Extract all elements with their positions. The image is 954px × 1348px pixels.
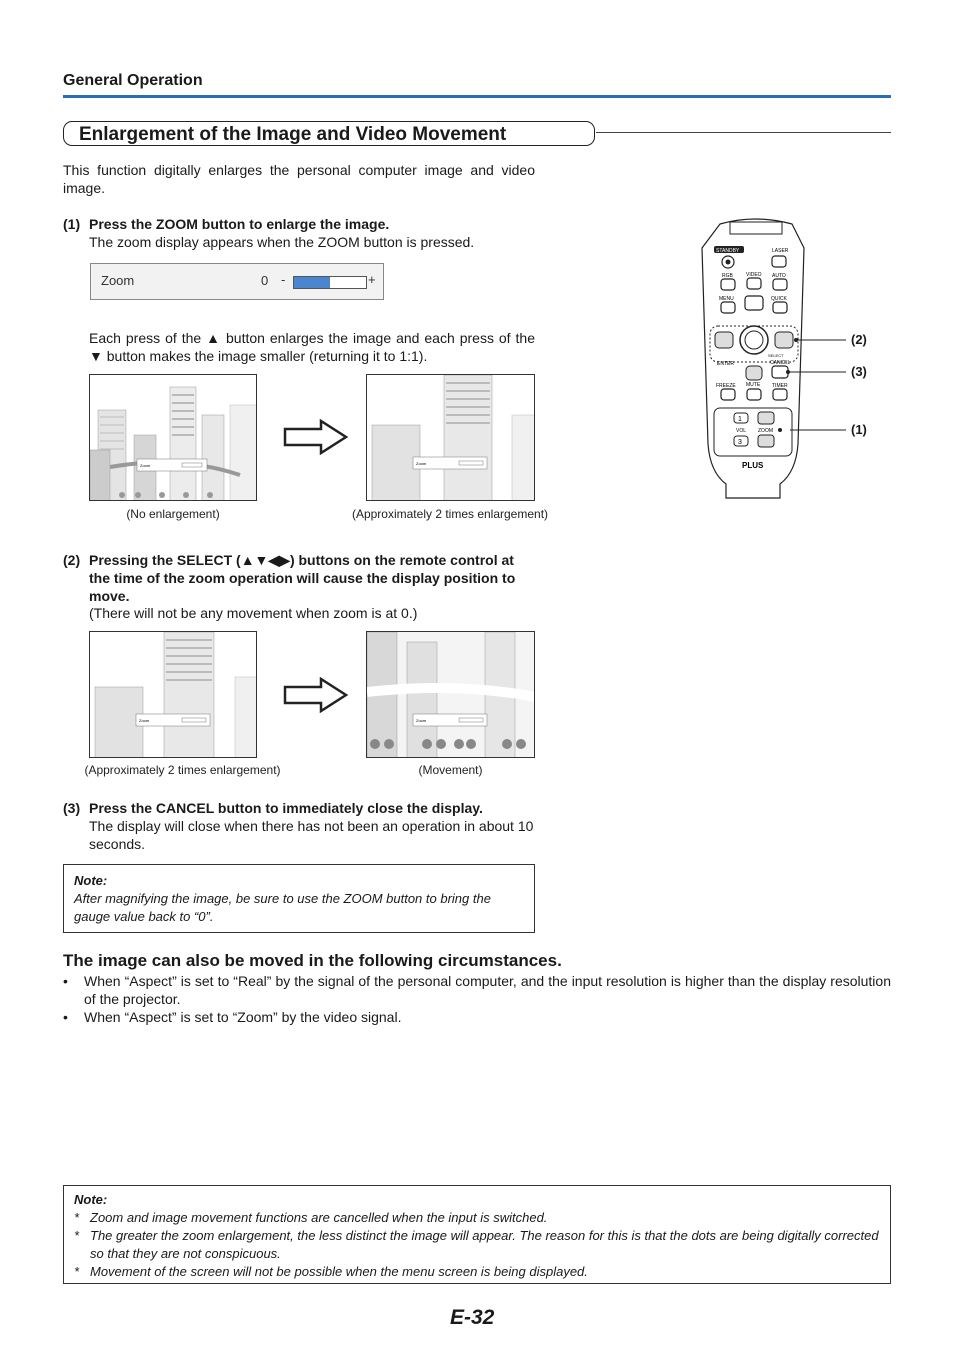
- arrow-right-icon: [283, 419, 349, 458]
- image-2x-enlargement: [366, 374, 535, 501]
- step2-text: (There will not be any movement when zoom is at 0.): [89, 605, 418, 621]
- note-item: Zoom and image movement functions are cancelled when the input is switched.: [90, 1210, 548, 1225]
- svg-text:1: 1: [738, 416, 742, 423]
- note-box: [63, 864, 535, 933]
- svg-text:RGB: RGB: [722, 273, 733, 279]
- bullet-list: [63, 972, 891, 1026]
- intro-text: This function digitally enlarges the personal computer image and video image.: [63, 162, 535, 196]
- step1-heading: Press the ZOOM button to enlarge the image.: [89, 216, 390, 232]
- svg-text:Zoom: Zoom: [139, 718, 150, 723]
- svg-text:ZOOM: ZOOM: [758, 428, 773, 434]
- svg-text:MENU: MENU: [719, 296, 734, 302]
- step2-number: (2): [63, 552, 81, 568]
- bullet-dot: •: [63, 973, 68, 989]
- zoom-minus: -: [281, 272, 286, 287]
- svg-text:MUTE: MUTE: [746, 382, 761, 388]
- svg-text:TIMER: TIMER: [772, 383, 788, 389]
- asterisk-marker: *: [74, 1210, 80, 1225]
- caption-2x-enlargement: (Approximately 2 times enlargement): [351, 507, 549, 521]
- step2-heading: Pressing the SELECT (▲▼◀▶) buttons on the remote control at the time of the zoom operation will cause the display position to move.: [89, 552, 516, 604]
- step3-heading: Press the CANCEL button to immediately close the display.: [89, 800, 483, 816]
- list-item: [63, 1008, 891, 1026]
- list-item: [74, 1263, 880, 1281]
- zoom-display: [90, 263, 384, 300]
- zoom-label: Zoom: [101, 273, 135, 288]
- section-heading: General Operation: [63, 72, 203, 89]
- note-title: Note:: [74, 1192, 108, 1207]
- step1-description: Each press of the ▲ button enlarges the image and each press of the ▼ button makes the image smaller (returning it to 1:1).: [89, 330, 535, 364]
- note-item: The greater the zoom enlargement, the less distinct the image will appear. The reason for this is that the dots are being digitally corrected so that they are not conspicuous.: [90, 1228, 879, 1261]
- note-item: Movement of the screen will not be possible when the menu screen is being displayed.: [90, 1264, 588, 1279]
- list-item: [63, 972, 891, 1008]
- svg-text:3: 3: [738, 439, 742, 446]
- step3-text: The display will close when there has not been an operation in about 10 seconds.: [89, 818, 534, 852]
- caption-2x-before-move: (Approximately 2 times enlargement): [84, 763, 281, 777]
- note-text: After magnifying the image, be sure to use the ZOOM button to bring the gauge value back to “0”.: [74, 891, 491, 924]
- svg-text:Zoom: Zoom: [140, 463, 151, 468]
- zoom-plus: +: [368, 272, 376, 287]
- caption-movement: (Movement): [418, 763, 483, 777]
- header-rule: [63, 95, 891, 98]
- page-title: Enlargement of the Image and Video Movement: [63, 121, 595, 146]
- callout-2: (2): [851, 332, 867, 347]
- caption-no-enlargement: (No enlargement): [126, 507, 220, 521]
- sub-heading: The image can also be moved in the following circumstances.: [63, 951, 562, 970]
- page-number: E-32: [450, 1306, 495, 1329]
- callout-lines: [790, 330, 850, 440]
- list-item: [74, 1227, 880, 1263]
- svg-text:VOL: VOL: [736, 428, 747, 434]
- svg-text:SELECT: SELECT: [768, 353, 784, 358]
- svg-text:CANCEL: CANCEL: [770, 360, 791, 366]
- svg-text:ENTER: ENTER: [717, 361, 734, 367]
- callout-1: (1): [851, 422, 867, 437]
- svg-text:QUICK: QUICK: [771, 296, 787, 302]
- asterisk-marker: *: [74, 1264, 80, 1279]
- svg-text:Zoom: Zoom: [416, 461, 427, 466]
- svg-text:STANDBY: STANDBY: [716, 248, 740, 254]
- asterisk-marker: *: [74, 1228, 80, 1243]
- image-2x-before-move: [89, 631, 257, 758]
- arrow-right-icon: [283, 677, 349, 716]
- svg-text:PLUS: PLUS: [742, 461, 764, 470]
- note-box-bottom: [63, 1185, 891, 1284]
- title-rule: [596, 132, 891, 133]
- zoom-value: 0: [261, 273, 269, 288]
- zoom-gauge-fill: [294, 277, 330, 288]
- step3-number: (3): [63, 800, 81, 816]
- svg-text:FREEZE: FREEZE: [716, 383, 736, 389]
- note-title: Note:: [74, 873, 108, 888]
- image-movement: [366, 631, 535, 758]
- svg-text:AUTO: AUTO: [772, 273, 786, 279]
- zoom-gauge: [293, 276, 367, 289]
- callout-3: (3): [851, 364, 867, 379]
- bullet-dot: •: [63, 1009, 68, 1025]
- image-no-enlargement: [89, 374, 257, 501]
- bullet-text: When “Aspect” is set to “Real” by the signal of the personal computer, and the input resolution is higher than the display resolution of the projector.: [84, 973, 891, 1007]
- svg-text:Zoom: Zoom: [416, 718, 427, 723]
- step1-text: The zoom display appears when the ZOOM button is pressed.: [89, 234, 475, 250]
- bullet-text: When “Aspect” is set to “Zoom” by the video signal.: [84, 1009, 402, 1025]
- svg-text:LASER: LASER: [772, 248, 789, 254]
- list-item: [74, 1209, 880, 1227]
- step1-number: (1): [63, 216, 81, 232]
- svg-text:VIDEO: VIDEO: [746, 272, 762, 278]
